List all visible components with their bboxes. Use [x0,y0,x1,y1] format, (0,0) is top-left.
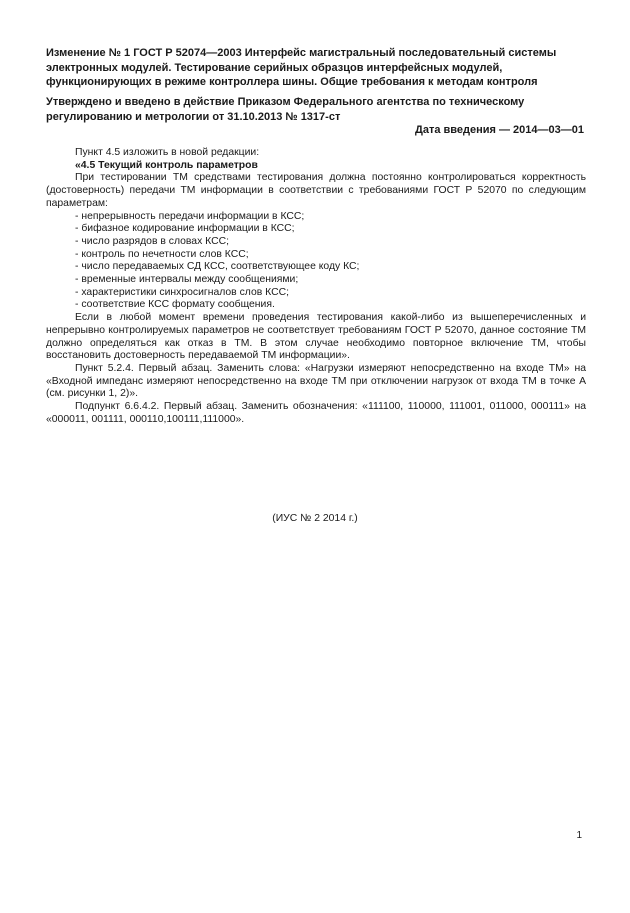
list-item: - соответствие КСС формату сообщения. [75,299,275,311]
list-item: - характеристики синхросигналов слов КСС; [75,286,289,298]
list-item: - бифазное кодирование информации в КСС; [75,223,295,235]
failure-paragraph: Если в любой момент времени проведения тестирования какой-либо из вышеперечисленных и непрерывно контролируемых параметров не соответствует требованиям ГОСТ Р 52070, данное состояние ТМ должно определяться как отказ в ТМ. В этом случае необходимо повторное включение ТМ, чтобы восстановить достоверность передаваемой ТМ информации». [46,312,586,362]
list-item: - контроль по нечетности слов КСС; [75,248,249,260]
section-heading: «4.5 Текущий контроль параметров [75,159,258,171]
intro-paragraph: Пункт 4.5 изложить в новой редакции: [75,147,260,158]
document-body [46,147,586,426]
list-item: - число разрядов в словах КСС; [75,235,230,247]
list-item: - число передаваемых СД КСС, соответствующее коду КС; [75,261,360,273]
page-number: 1 [576,830,582,841]
list-item: - временные интервалы между сообщениями; [75,274,299,286]
testing-paragraph: При тестировании ТМ средствами тестирования должна постоянно контролироваться корректность (достоверность) передачи ТМ информации в соответствии с требованиями ГОСТ Р 52070 по следующим параметрам: [46,172,586,209]
parameter-list [46,211,586,313]
clause-5-2-4-paragraph: Пункт 5.2.4. Первый абзац. Заменить слова: «Нагрузки измеряют непосредственно на входе ТМ» на «Входной импеданс измеряют непосредственно на входе ТМ при отключении нагрузок от входа ТМ в точке А (см. рисунки 1, 2)». [46,362,586,400]
list-item: - непрерывность передачи информации в КСС; [75,210,305,222]
effective-date: Дата введения — 2014—03—01 [415,124,584,136]
document-title: Изменение № 1 ГОСТ Р 52074—2003 Интерфейс магистральный последовательный системы электронных модулей. Тестирование серийных образцов интерфейсных модулей, функционирующих в режиме контроллера шины. Общие требования к методам контроля [46,47,557,88]
approval-statement: Утверждено и введено в действие Приказом Федерального агентства по техническому регулированию и метрологии от 31.10.2013 № 1317-ст [46,96,525,123]
source-reference: (ИУС № 2 2014 г.) [272,513,358,524]
clause-6-6-4-2-paragraph: Подпункт 6.6.4.2. Первый абзац. Заменить обозначения: «111100, 110000, 111001, 011000, 000111» на «000011, 001111, 000110,100111,111000». [46,401,586,425]
